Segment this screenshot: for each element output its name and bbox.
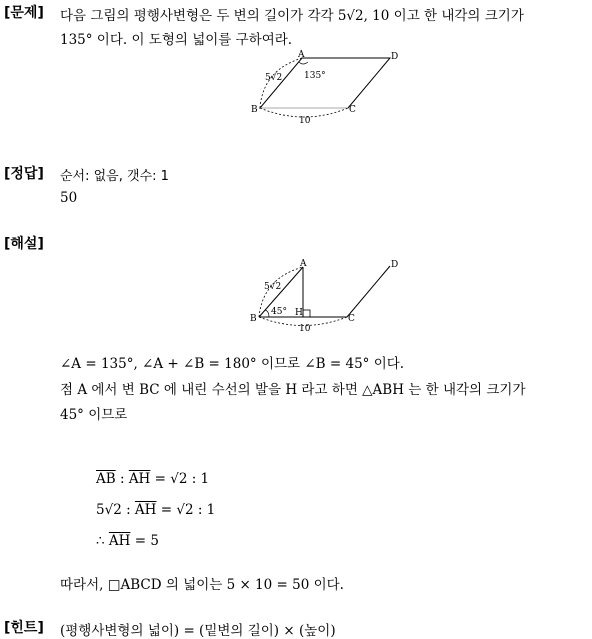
eq2-pre: 5√2 : (96, 502, 135, 518)
vertex-a-label-2: A (300, 259, 307, 269)
explanation-line3: 45° 이므로 (60, 407, 128, 423)
eq3-rest: = 5 (130, 533, 159, 549)
vertex-h-label: H (295, 308, 303, 318)
answer-meta: 순서: 없음, 갯수: 1 (60, 169, 169, 184)
vertex-b-label: B (251, 105, 258, 115)
explanation-line2: 점 A 에서 변 BC 에 내린 수선의 발을 H 라고 하면 △ABH 는 한 내각의 크기가 (60, 382, 526, 398)
therefore-symbol: ∴ (96, 533, 109, 549)
angle-label: 135° (304, 71, 326, 81)
eq2-rest: = √2 : 1 (156, 502, 216, 518)
explanation-label: [해설] (4, 236, 44, 252)
explanation-figure (245, 256, 415, 336)
problem-label: [문제] (4, 5, 44, 21)
hint-text: (평행사변형의 넓이) = (밑변의 길이) × (높이) (60, 623, 336, 639)
segment-ah: $\overline{AH}$ (128, 471, 151, 487)
side-bc-label-2: 10 (299, 324, 311, 334)
segment-ah-3: $\overline{AH}$ (108, 533, 131, 549)
vertex-c-label: C (349, 105, 356, 115)
parallelogram-figure (245, 48, 415, 128)
vertex-d-label-2: D (391, 260, 399, 270)
problem-line1: 다음 그림의 평행사변형은 두 변의 길이가 각각 5√2, 10 이고 한 내각의 크기가 (60, 8, 524, 24)
side-ab-label: 5√2 (265, 73, 283, 83)
explanation-line1: ∠A = 135°, ∠A + ∠B = 180° 이므로 ∠B = 45° 이다. (60, 356, 405, 372)
answer-value: 50 (60, 190, 78, 206)
side-ab-label-2: 5√2 (264, 282, 282, 292)
vertex-b-label-2: B (250, 314, 257, 324)
ratio-sep: : (115, 471, 129, 487)
equation-3 (96, 533, 159, 549)
side-bc-label: 10 (299, 116, 311, 126)
explanation-conclusion: 따라서, □ABCD 의 넓이는 5 × 10 = 50 이다. (60, 577, 344, 593)
equation-2 (96, 502, 215, 518)
problem-line2: 135° 이다. 이 도형의 넓이를 구하여라. (60, 32, 293, 48)
equation-1 (96, 471, 209, 487)
segment-ab: $\overline{AB}$ (96, 471, 116, 487)
eq1-rest: = √2 : 1 (150, 471, 210, 487)
hint-label: [힌트] (4, 620, 44, 636)
vertex-c-label-2: C (348, 314, 355, 324)
segment-ah-2: $\overline{AH}$ (134, 502, 157, 518)
angle-label-2: 45° (271, 307, 287, 317)
answer-label: [정답] (4, 166, 44, 182)
vertex-a-label: A (298, 50, 305, 60)
vertex-d-label: D (391, 52, 399, 62)
